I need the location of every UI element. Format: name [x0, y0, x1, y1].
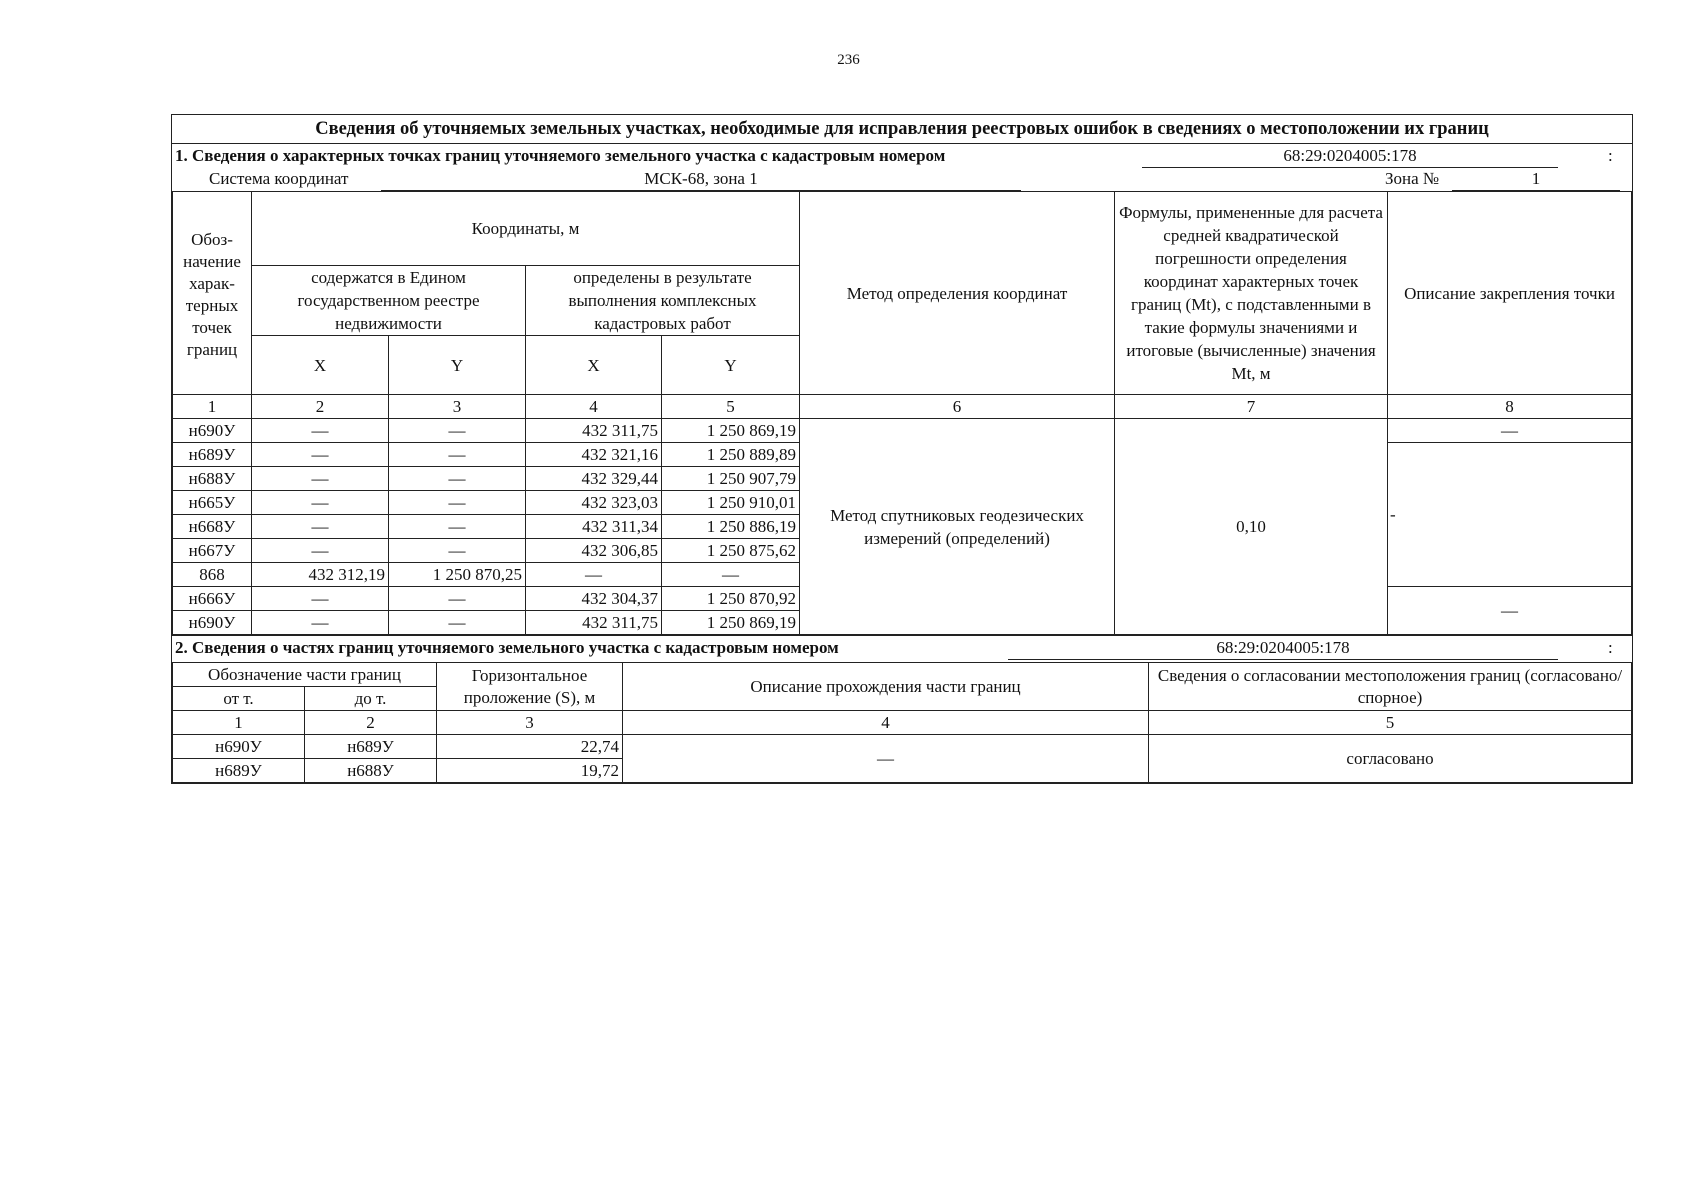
- kkr-y: 1 250 870,92: [662, 587, 800, 611]
- egrn-x: —: [252, 419, 389, 443]
- coord-system-label: Система координат: [209, 169, 349, 188]
- egrn-x: —: [252, 491, 389, 515]
- header-kkr: определены в результате выполнения комплексных кадастровых работ: [526, 266, 800, 336]
- header-formula: Формулы, примененные для расчета средней квадратической погрешности определения координат характерных точек границ (Mt), с подставленными в такие формулы значениями и итоговые (вычисленные) значения Mt, м: [1115, 192, 1388, 395]
- col-num: 1: [173, 395, 252, 419]
- col-num: 4: [623, 711, 1149, 735]
- column-numbers-row: [173, 395, 1632, 419]
- col-num: 2: [252, 395, 389, 419]
- point-id: н690У: [173, 419, 252, 443]
- coord-system-row: [172, 169, 1632, 191]
- header-coords: Координаты, м: [252, 192, 800, 266]
- part-to: н689У: [305, 735, 437, 759]
- kkr-y: 1 250 910,01: [662, 491, 800, 515]
- mt-value: 0,10: [1115, 419, 1388, 635]
- egrn-x: —: [252, 467, 389, 491]
- part-length: 19,72: [437, 759, 623, 783]
- header-method: Метод определения координат: [800, 192, 1115, 395]
- header-egrn: содержатся в Едином государственном реестре недвижимости: [252, 266, 526, 336]
- egrn-y: —: [389, 611, 526, 635]
- kkr-x: —: [526, 563, 662, 587]
- method-value: Метод спутниковых геодезических измерений (определений): [800, 419, 1115, 635]
- table-row: [173, 735, 1632, 759]
- kkr-x: 432 321,16: [526, 443, 662, 467]
- coord-system-value: МСК-68, зона 1: [381, 169, 1021, 191]
- header-from: от т.: [173, 687, 305, 711]
- header-designation: Обоз-начение харак-терных точек границ: [173, 192, 252, 395]
- col-num: 1: [173, 711, 305, 735]
- kkr-y: 1 250 875,62: [662, 539, 800, 563]
- kkr-x: 432 311,75: [526, 419, 662, 443]
- part-from: н689У: [173, 759, 305, 783]
- egrn-y: —: [389, 467, 526, 491]
- point-id: н666У: [173, 587, 252, 611]
- kkr-x: 432 329,44: [526, 467, 662, 491]
- kkr-x: 432 323,03: [526, 491, 662, 515]
- egrn-y: 1 250 870,25: [389, 563, 526, 587]
- egrn-y: —: [389, 515, 526, 539]
- fixing-value: —: [1388, 419, 1632, 443]
- section1-label: 1. Сведения о характерных точках границ уточняемого земельного участка с кадастровым номером: [175, 146, 946, 165]
- part-length: 22,74: [437, 735, 623, 759]
- section1-colon: :: [1608, 146, 1613, 165]
- point-id: н689У: [173, 443, 252, 467]
- col-num: 5: [662, 395, 800, 419]
- kkr-x: 432 311,34: [526, 515, 662, 539]
- zone-label: Зона №: [1385, 169, 1440, 188]
- col-num: 6: [800, 395, 1115, 419]
- egrn-x: —: [252, 515, 389, 539]
- table-row: [173, 419, 1632, 443]
- header-x1: X: [252, 336, 389, 395]
- point-id: н667У: [173, 539, 252, 563]
- kkr-y: 1 250 869,19: [662, 419, 800, 443]
- col-num: 2: [305, 711, 437, 735]
- egrn-y: —: [389, 587, 526, 611]
- kkr-x: 432 311,75: [526, 611, 662, 635]
- section2-cadastral-number: 68:29:0204005:178: [1008, 638, 1558, 660]
- egrn-y: —: [389, 419, 526, 443]
- col-num: 7: [1115, 395, 1388, 419]
- section2-colon: :: [1608, 638, 1613, 657]
- egrn-x: 432 312,19: [252, 563, 389, 587]
- section1-cadastral-number: 68:29:0204005:178: [1142, 146, 1558, 168]
- document-title: Сведения об уточняемых земельных участках, необходимые для исправления реестровых ошибок в сведениях о местоположении их границ: [172, 115, 1632, 144]
- page-number: 236: [837, 52, 860, 68]
- egrn-y: —: [389, 491, 526, 515]
- point-id: н688У: [173, 467, 252, 491]
- fixing-value: -: [1388, 443, 1632, 587]
- section2-header: [172, 635, 1632, 662]
- header-y2: Y: [662, 336, 800, 395]
- egrn-x: —: [252, 587, 389, 611]
- point-id: 868: [173, 563, 252, 587]
- col-num: 8: [1388, 395, 1632, 419]
- section2-label: 2. Сведения о частях границ уточняемого земельного участка с кадастровым номером: [175, 638, 839, 657]
- point-id: н668У: [173, 515, 252, 539]
- egrn-x: —: [252, 539, 389, 563]
- kkr-y: —: [662, 563, 800, 587]
- kkr-x: 432 306,85: [526, 539, 662, 563]
- kkr-y: 1 250 869,19: [662, 611, 800, 635]
- header-agreement: Сведения о согласовании местоположения границ (согласовано/спорное): [1149, 663, 1632, 711]
- part-agreement: согласовано: [1149, 735, 1632, 783]
- header-fixing: Описание закрепления точки: [1388, 192, 1632, 395]
- kkr-y: 1 250 889,89: [662, 443, 800, 467]
- points-table: [172, 191, 1632, 635]
- kkr-y: 1 250 886,19: [662, 515, 800, 539]
- part-from: н690У: [173, 735, 305, 759]
- header-description: Описание прохождения части границ: [623, 663, 1149, 711]
- header-length: Горизонтальное проложение (S), м: [437, 663, 623, 711]
- header-y1: Y: [389, 336, 526, 395]
- section1-header: [172, 144, 1632, 169]
- header-part: Обозначение части границ: [173, 663, 437, 687]
- col-num: 3: [437, 711, 623, 735]
- egrn-y: —: [389, 539, 526, 563]
- document-frame: [171, 114, 1633, 784]
- header-x2: X: [526, 336, 662, 395]
- kkr-x: 432 304,37: [526, 587, 662, 611]
- part-description: —: [623, 735, 1149, 783]
- col-num: 3: [389, 395, 526, 419]
- egrn-x: —: [252, 443, 389, 467]
- egrn-y: —: [389, 443, 526, 467]
- zone-value: 1: [1452, 169, 1620, 191]
- point-id: н690У: [173, 611, 252, 635]
- fixing-value: —: [1388, 587, 1632, 635]
- header-to: до т.: [305, 687, 437, 711]
- boundary-parts-table: [172, 662, 1632, 783]
- point-id: н665У: [173, 491, 252, 515]
- part-to: н688У: [305, 759, 437, 783]
- col-num: 5: [1149, 711, 1632, 735]
- col-num: 4: [526, 395, 662, 419]
- kkr-y: 1 250 907,79: [662, 467, 800, 491]
- column-numbers-row: [173, 711, 1632, 735]
- egrn-x: —: [252, 611, 389, 635]
